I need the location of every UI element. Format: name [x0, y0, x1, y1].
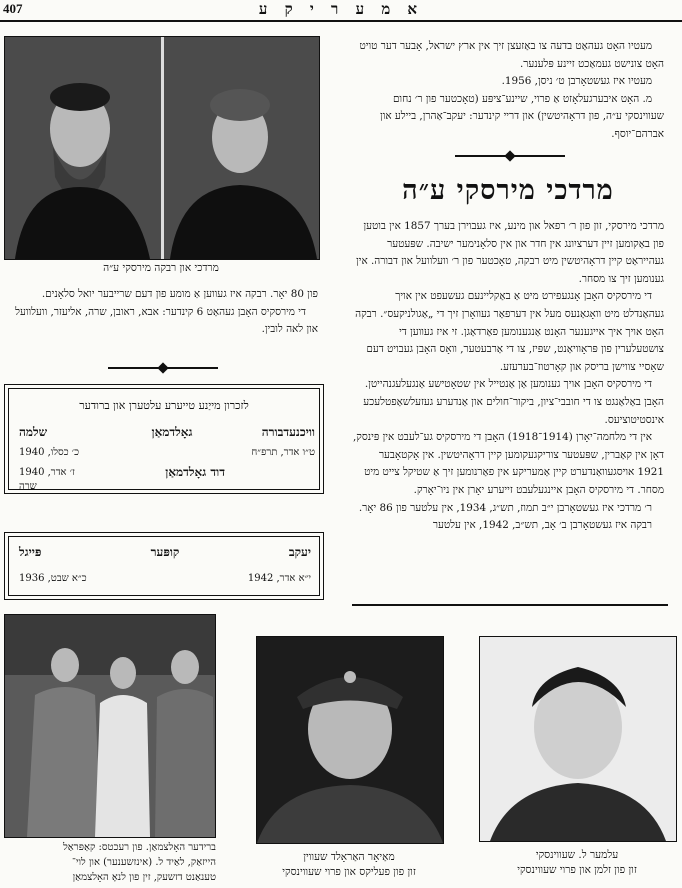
holtzman-photo-image — [5, 615, 215, 837]
article-paragraph: די מירסקיס האָבן אָנגעפירט מיט אַ באַקליינעם געשעפט אין אויך געהאַנדלט מיט וואָגאַנעס מעל אין דערפאַר געוואָרן זיך די „אַגולניקעס״. רבקה האָט אויך איך אייגענער האָנט אַנגענומען פאַרדאַגן. זי איז געווען די צושטעלערין פון פּראָוויאַנט, שפּיז, צו די אַרבעטער, וואָס האָבן געבויט דעם שאָסיי צווישן בריסק און קאָרטוז־בערעזע. — [355, 290, 664, 373]
running-head: א מ ע ר י ק ע — [258, 0, 424, 18]
caption-line: ברידער האָלצמאַן. פון רעכטס: קאַפּראַל — [63, 842, 216, 853]
couple-photo — [4, 36, 320, 260]
article-body — [352, 218, 664, 535]
memorial-name: דוד גאָלדמאַן — [165, 465, 225, 479]
intro-paragraph: מעטיו האָט געהאַט בדעה צו באַזעצן זיך אין ארץ ישראל, אָבער דער טויט האָט צונישט געמאַכט זיינע פּלענער. — [359, 40, 664, 70]
caption-line: הייזאַק, לאַיד ל. (אינזשענער) און לוי־ — [72, 857, 216, 868]
intro-paragraph: מעטיו איז געשטאָרבן ט׳ ניסן, 1956. — [501, 75, 652, 88]
caption-line: טענאַנט דזשעק, זין פון לנאָ האָלצמאַן — [72, 872, 216, 883]
article-paragraph: רבקה איז געשטאָרבן ב׳ אָב, תש״ב, 1942, אין עלטער — [432, 519, 652, 532]
caption-line: זון פון זלמן און פרוי שעווינסקי — [517, 864, 637, 876]
memorial-name: גאָלדמאַן — [151, 425, 193, 439]
page-number: 407 — [3, 1, 23, 16]
separator-ornament — [504, 150, 515, 161]
memorial-name: פּייגל — [19, 545, 42, 559]
caption-line: עלמער ל. שעווינסקי — [535, 849, 619, 861]
article-paragraph: אין די מלחמה־יאָרן (1914־1918) האָבן די מירסקיס גע־לעבט אין פּינסק, דאָן אין קאַברין, שפּעטער צוריקגעקומען קיין דראָהיטשין. אין אָקטאָבער 1921 אויסגעוואַנדערט קיין אַמעריקע אין פאַרנומען זיך אַ שטיקל צייט מיט מסחר. די מירסקיס האָבן איינגעלעבט זייערע יאָרן אין ניו־יאָרק. — [353, 431, 664, 496]
memorial-box-goldman — [4, 384, 324, 494]
memorial-box-kupper — [4, 532, 324, 600]
article-paragraph: די מירסקיס האָבן אויך גענומען אַן אַנטייל אין שטאָטישע אַנגעלעגנהייטן. האָבן באַלאַנגט צו די חובבי־ציון, ביקור־חולים און אַנדערע געזעלשאַפטלעכע אינסטיטוציעס. — [363, 378, 664, 426]
caption-line: זון פון פעליקס און פרוי שעווינסקי — [282, 866, 416, 878]
memorial-name: יעקב — [288, 545, 311, 559]
harold-caption — [240, 850, 458, 880]
left-paragraph: פון 80 יאָר. רבקה איז געווען אַ מומע פון דעם שרייבער יואל סלאָנים. — [41, 288, 318, 300]
article-heading-wrap — [352, 175, 664, 206]
harold-photo-image — [257, 637, 443, 843]
right-column — [352, 38, 664, 144]
elmer-photo — [479, 636, 677, 842]
couple-photo-image — [5, 37, 319, 259]
article-heading: מרדכי מירסקי ע״ה — [402, 175, 614, 206]
article-paragraph: ר׳ מרדכי איז געשטאָרבן י״ב תמוז, תש״ג, 1934, אין עלטער פון 86 יאָר. — [358, 501, 652, 514]
memorial-name: וויכנעדבורה — [261, 425, 315, 439]
left-paragraph: די מירסקיס האָבן געהאַט 6 קינדער: אבא, ראובן, שרה, אליעזר, וועלוועל און לאה לובין. — [15, 305, 318, 336]
intro-paragraph: מ. האָט איבערגעלאָזט אַ פרוי, שיינע־ציפּע (טאָכטער פון ר׳ נחום שעווינסקי ע״ה, פון דראָהיטשין) און דריי קינדער: יעקב־אַהרן, ביילע און אברהם־יוסף. — [380, 92, 664, 140]
caption-line: מאַיאָר האַראָלד שעווין — [303, 851, 395, 863]
left-column-text — [8, 286, 318, 339]
memorial-name: קופּער — [150, 545, 180, 559]
memorial-name: שלמה — [19, 425, 48, 439]
memorial-title: לזכרון מייַנע טייערע עלטערן און ברודער — [79, 399, 249, 412]
elmer-caption — [479, 848, 675, 878]
couple-photo-caption: מרדכי און רבקה מירסקי ע״ה — [103, 262, 219, 274]
holtzman-brothers-photo — [4, 614, 216, 838]
memorial-date: כ״א שבט, 1936 — [19, 573, 87, 584]
elmer-photo-image — [480, 637, 676, 841]
memorial-date: ט״ו אדר, תרפ״ח — [251, 447, 315, 458]
memorial-date: י״א אדר, 1942 — [247, 573, 311, 584]
column-bottom-rule — [352, 604, 668, 606]
holtzman-caption — [4, 840, 216, 885]
memorial-date: ז׳ אדר, 1940 — [19, 467, 75, 478]
memorial-date: כ׳ כסלו, 1940 — [19, 447, 79, 458]
major-harold-photo — [256, 636, 444, 844]
header-rule — [0, 20, 682, 22]
article-paragraph: מרדכי מירסקי, זון פון ר׳ רפאל און מינע, איז געבוירן בערך 1857 אין בוטען פון באַקומען זיין דערציִונג אין חדר און אין סלאָנימער ישיבה. שפּעטער געהייראַט קיין דראָהיטשין מיט רבקה, טאָכטער פון ר׳ וועלוועל און דבורה. אין גענומען זיך צו מסחר. — [356, 220, 664, 285]
separator-ornament — [157, 362, 168, 373]
memorial-signer: שרה — [19, 481, 37, 492]
